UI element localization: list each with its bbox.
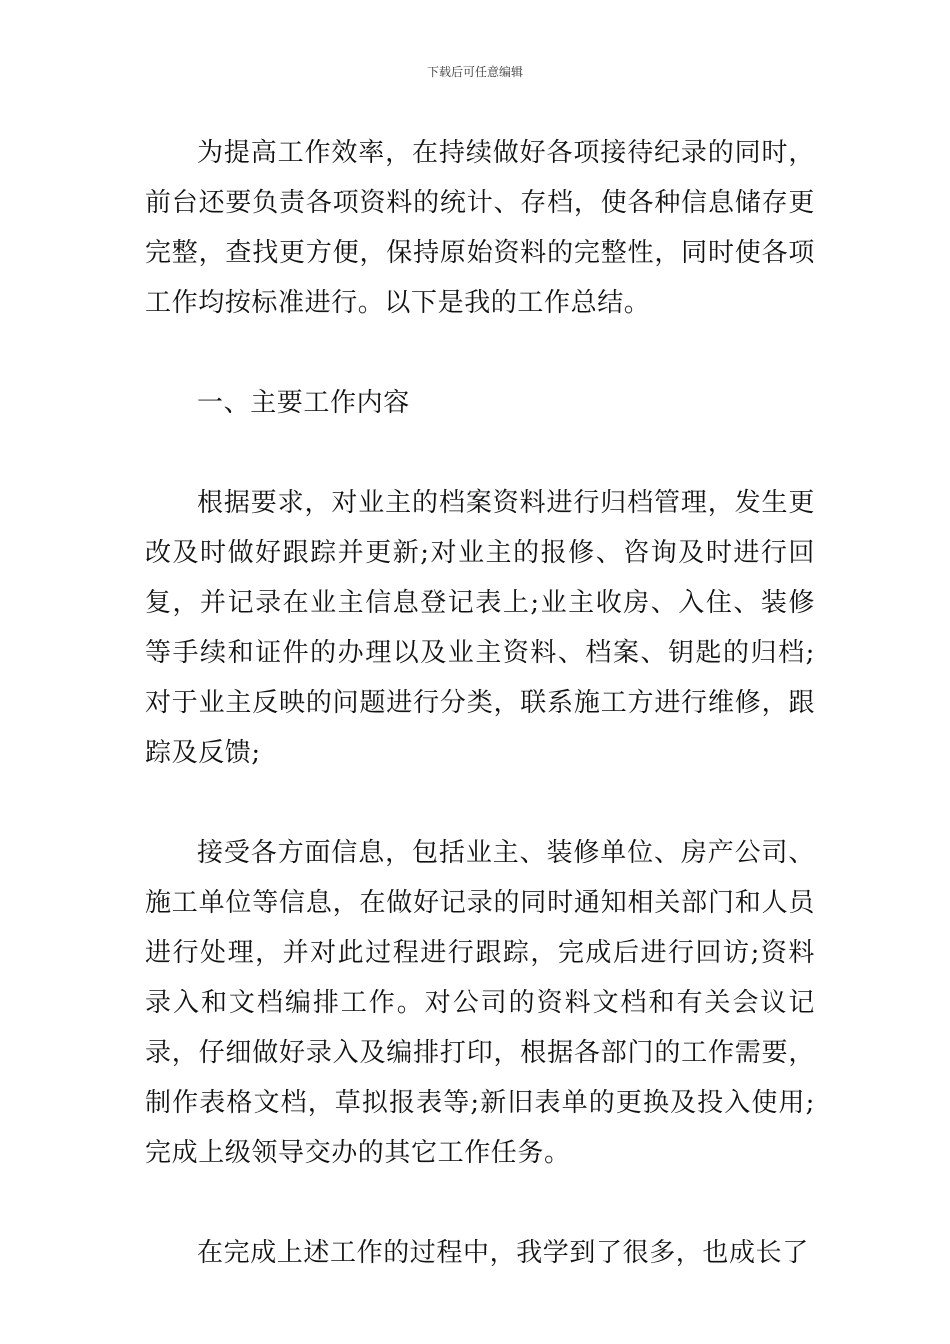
intro-paragraph: 为提高工作效率，在持续做好各项接待纪录的同时，前台还要负责各项资料的统计、存档，使各种信息储存更完整，查找更方便，保持原始资料的完整性，同时使各项工作均按标准进行。以下是我的工作总结。: [145, 138, 815, 318]
header-note: 下载后可任意编辑: [426, 65, 523, 79]
work-paragraph-2: 接受各方面信息，包括业主、装修单位、房产公司、施工单位等信息，在做好记录的同时通知相关部门和人员进行处理，并对此过程进行跟踪，完成后进行回访;资料录入和文档编排工作。对公司的资料文档和有关会议记录，仔细做好录入及编排打印，根据各部门的工作需要，制作表格文档，草拟报表等;新旧表单的更换及投入使用;完成上级领导交办的其它工作任务。: [145, 838, 815, 1168]
work-paragraph-1: 根据要求，对业主的档案资料进行归档管理，发生更改及时做好跟踪并更新;对业主的报修、咨询及时进行回复，并记录在业主信息登记表上;业主收房、入住、装修等手续和证件的办理以及业主资料、档案、钥匙的归档;对于业主反映的问题进行分类，联系施工方进行维修，跟踪及反馈;: [145, 488, 815, 768]
document-body: [145, 128, 815, 1328]
closing-paragraph: 在完成上述工作的过程中，我学到了很多，也成长了: [197, 1238, 809, 1268]
section-heading: 一、主要工作内容: [197, 388, 410, 418]
